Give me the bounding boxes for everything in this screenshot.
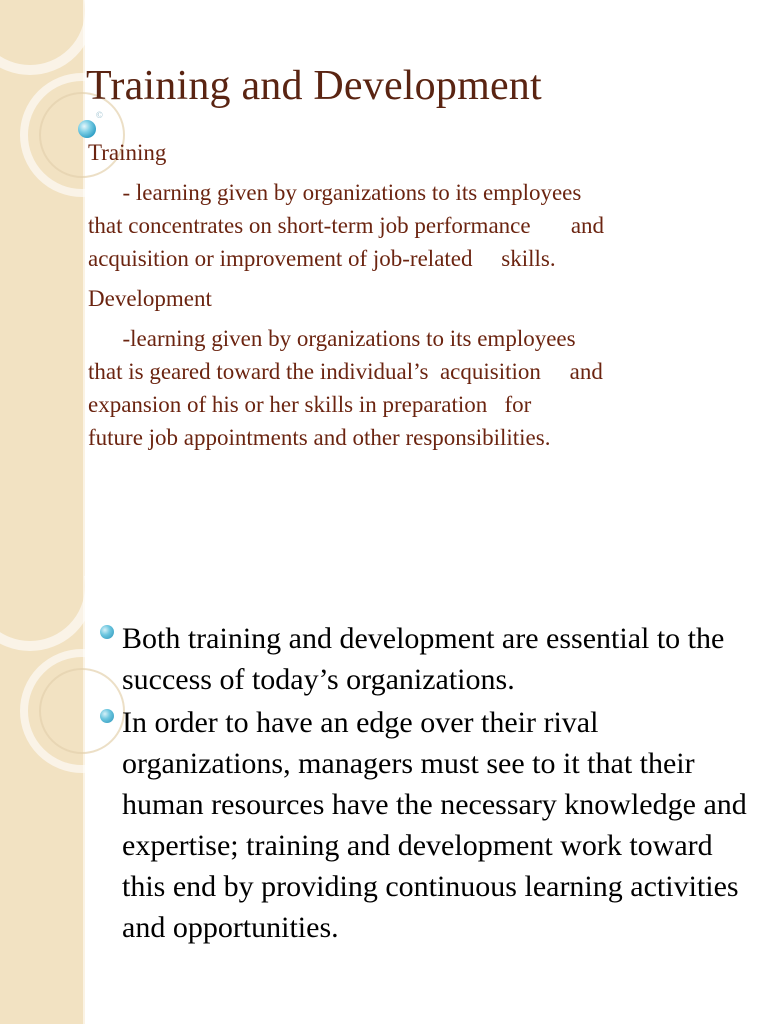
development-definition-line-4: future job appointments and other responsibilities. xyxy=(88,425,551,450)
bullet-text: Both training and development are essential to the success of today’s organizations. xyxy=(122,622,725,696)
development-definition-line-2: that is geared toward the individual’s acquisition and xyxy=(88,359,603,384)
blue-orb-bullet-icon xyxy=(100,625,114,639)
development-heading: Development xyxy=(88,286,212,311)
bullet-item xyxy=(100,702,760,948)
training-definition-line-3: acquisition or improvement of job-related skills. xyxy=(88,246,556,271)
small-mark: © xyxy=(96,110,103,120)
development-definition-line-3: expansion of his or her skills in preparation for xyxy=(88,392,532,417)
training-definition-line-2: that concentrates on short-term job performance and xyxy=(88,213,605,238)
training-definition-line-1: - learning given by organizations to its employees xyxy=(88,180,582,205)
bullet-list xyxy=(100,618,760,950)
slide-title: Training and Development xyxy=(86,63,542,109)
bullet-text: In order to have an edge over their rival organizations, managers must see to it that their human resources have the necessary knowledge and expertise; training and development work toward this end by providing continuous learning activities and opportunities. xyxy=(122,706,747,944)
bullet-item xyxy=(100,618,760,700)
blue-glass-orb-icon xyxy=(78,120,96,138)
training-heading: Training xyxy=(88,140,167,165)
development-definition-line-1: -learning given by organizations to its employees xyxy=(88,326,576,351)
blue-orb-bullet-icon xyxy=(100,709,114,723)
